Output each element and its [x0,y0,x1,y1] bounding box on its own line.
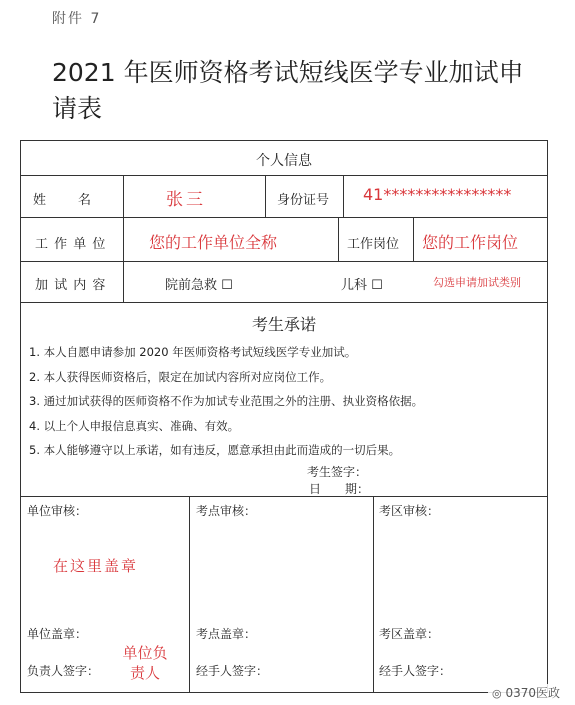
row-divider [21,496,547,497]
examinee-signature-label: 考生签字： [307,465,368,479]
option-hint: 勾选申请加试类别 [433,276,521,289]
leader-signature-label: 负责人签字： [27,664,100,678]
name-value[interactable]: 张三 [166,190,206,210]
site-handler-label: 经手人签字： [196,664,269,678]
row-divider [21,175,547,176]
unit-seal-label: 单位盖章： [27,627,88,641]
exam-content-label: 加 试 内 容 [35,278,107,293]
col-divider [413,217,414,261]
unit-review-label: 单位审核： [27,504,88,518]
row-divider [21,302,547,303]
promise-item: 3. 通过加试获得的医师资格不作为加试专业范围之外的注册、执业资格依据。 [29,394,424,408]
wechat-icon: ◎ [492,687,502,700]
district-seal-label: 考区盖章： [379,627,440,641]
document-title: 2021 年医师资格考试短线医学专业加试申请表 [52,58,524,123]
promise-item: 1. 本人自愿申请参加 2020 年医师资格考试短线医学专业加试。 [29,345,357,359]
promise-list [29,340,423,463]
promise-item: 4. 以上个人申报信息真实、准确、有效。 [29,418,240,433]
id-number-value[interactable]: 41**************** [363,185,512,204]
site-review-label: 考点审核： [196,504,257,518]
col-divider [338,217,339,261]
district-review-label: 考区审核： [379,504,440,518]
watermark [488,684,564,701]
promise-item: 5. 本人能够遵守以上承诺，如有违反，愿意承担由此而造成的一切后果。 [29,443,401,457]
work-unit-label: 工 作 单 位 [35,237,107,252]
promise-item: 2. 本人获得医师资格后，限定在加试内容所对应岗位工作。 [29,369,332,384]
option-pediatrics[interactable]: 儿科 ☐ [341,278,383,293]
row-divider [21,261,547,262]
name-label: 姓 名 [33,193,94,208]
col-divider [123,175,124,302]
col-divider [189,496,190,693]
row-divider [21,217,547,218]
option-prehospital-emergency[interactable]: 院前急救 ☐ [165,278,233,293]
attachment-label: 附件 7 [52,11,102,27]
district-handler-label: 经手人签字： [379,664,452,678]
work-post-value[interactable]: 您的工作岗位 [422,233,519,252]
work-post-label: 工作岗位 [347,237,400,252]
leader-hint: 单位负责人 [122,644,168,682]
col-divider [373,496,374,693]
work-unit-value[interactable]: 您的工作单位全称 [149,233,278,252]
application-form-table [20,140,548,693]
date-label: 日 期： [309,482,370,496]
id-number-label: 身份证号 [277,193,330,208]
watermark-text: 0370医政 [505,686,560,700]
section-personal-info: 个人信息 [256,153,312,169]
stamp-hint: 在这里盖章 [53,557,139,575]
col-divider [265,175,266,217]
site-seal-label: 考点盖章： [196,627,257,641]
col-divider [343,175,344,217]
promise-title: 考生承诺 [251,315,316,334]
